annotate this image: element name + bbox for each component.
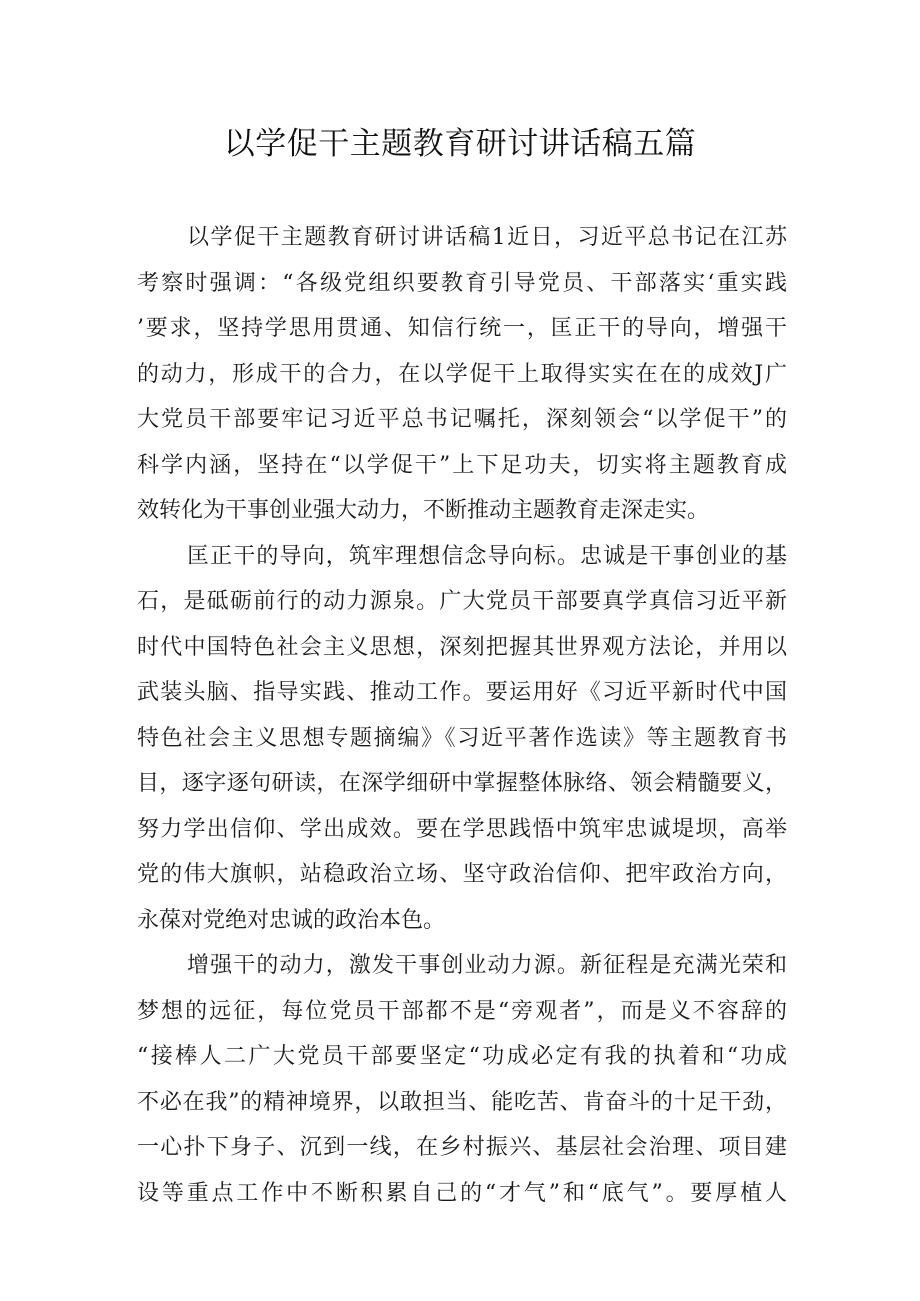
paragraph-line: 武装头脑、指导实践、推动工作。要运用好《习近平新时代中国 — [137, 680, 787, 705]
paragraph-line: 努力学出信仰、学出成效。要在学思践悟中筑牢忠诚堤坝，高举 — [137, 816, 787, 842]
paragraph-line: “接棒人二广大党员干部要坚定“功成必定有我的执着和“功成 — [137, 1044, 787, 1069]
paragraph-3 — [137, 943, 787, 1216]
paragraph-line: 特色社会主义思想专题摘编》《习近平著作选读》等主题教育书 — [137, 725, 787, 751]
paragraph-line: 考察时强调：“各级党组织要教育引导党员、干部落实‘重实践 — [137, 270, 787, 296]
paragraph-line: 时代中国特色社会主义思想，深刻把握其世界观方法论，并用以 — [137, 634, 787, 660]
document-body — [137, 215, 787, 1216]
paragraph-line: 不必在我”的精神境界，以敢担当、能吃苦、肯奋斗的十足干劲， — [137, 1089, 787, 1115]
paragraph-line: 匡正干的导向，筑牢理想信念导向标。忠诚是干事创业的基 — [187, 543, 787, 569]
paragraph-line: 设等重点工作中不断积累自己的“才气”和“底气”。要厚植人 — [137, 1180, 787, 1206]
paragraph-line: 党的伟大旗帜，站稳政治立场、坚守政治信仰、把牢政治方向， — [137, 862, 787, 887]
paragraph-line: 梦想的远征，每位党员干部都不是“旁观者”，而是义不容辞的 — [137, 998, 787, 1024]
paragraph-line: 一心扑下身子、沉到一线，在乡村振兴、基层社会治理、项目建 — [137, 1135, 787, 1160]
paragraph-2 — [137, 534, 787, 944]
paragraph-line: ’要求，坚持学思用贯通、知信行统一，匡正干的导向，增强干 — [137, 316, 787, 341]
paragraph-line: 永葆对党绝对忠诚的政治本色。 — [137, 907, 446, 933]
paragraph-line: 石，是砥砺前行的动力源泉。广大党员干部要真学真信习近平新 — [137, 589, 787, 614]
paragraph-line: 增强干的动力，激发干事创业动力源。新征程是充满光荣和 — [187, 953, 787, 978]
paragraph-line: 效转化为干事创业强大动力，不断推动主题教育走深走实。 — [137, 498, 710, 523]
paragraph-1 — [137, 215, 787, 534]
paragraph-line: 目，逐字逐句研读，在深学细研中掌握整体脉络、领会精髓要义， — [137, 771, 787, 796]
paragraph-line: 以学促干主题教育研讨讲话稿1近日，习近平总书记在江苏 — [187, 225, 787, 250]
document-title: 以学促干主题教育研讨讲话稿五篇 — [223, 126, 697, 162]
paragraph-line: 的动力，形成干的合力，在以学促干上取得实实在在的成效J广 — [137, 361, 787, 387]
paragraph-line: 大党员干部要牢记习近平总书记嘱托，深刻领会“以学促干”的 — [137, 407, 787, 432]
paragraph-line: 科学内涵，坚持在“以学促干”上下足功夫，切实将主题教育成 — [137, 452, 787, 478]
